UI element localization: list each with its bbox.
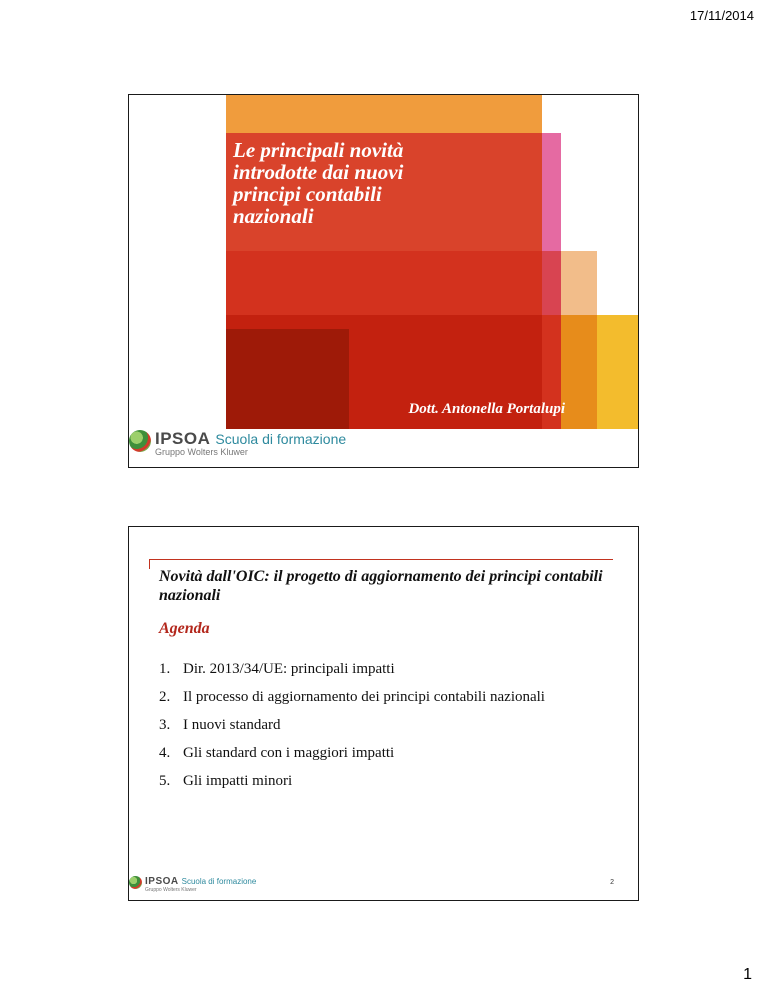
decor-amber-block	[561, 315, 597, 429]
list-item	[159, 716, 599, 735]
logo-group: Gruppo Wolters Kluwer	[145, 887, 197, 893]
agenda-list	[159, 660, 599, 800]
agenda-slide	[128, 526, 639, 901]
list-item-text: I nuovi standard	[183, 717, 281, 733]
slide-title: Le principali novità introdotte dai nuovi principi contabili nazionali	[233, 138, 404, 228]
decor-pink-block	[542, 133, 561, 251]
list-item-text: Gli standard con i maggiori impatti	[183, 745, 395, 761]
title-slide	[128, 94, 639, 468]
decor-peach-block	[561, 251, 597, 315]
logo-brand: IPSOA	[145, 876, 179, 887]
list-item	[159, 744, 599, 763]
list-item	[159, 688, 599, 707]
list-item	[159, 772, 599, 791]
title-frame-tick	[149, 559, 150, 569]
slide-number: 2	[610, 879, 614, 886]
decor-orange-block	[226, 95, 542, 133]
list-item-number: 5.	[159, 773, 171, 789]
list-item-number: 3.	[159, 717, 171, 733]
slide-author: Dott. Antonella Portalupi	[408, 401, 565, 417]
ipsoa-logo	[129, 429, 346, 457]
decor-red-strip	[542, 251, 561, 315]
title-frame-line	[149, 559, 613, 560]
list-item-number: 2.	[159, 689, 171, 705]
logo-group: Gruppo Wolters Kluwer	[155, 447, 248, 457]
list-item	[159, 660, 599, 679]
page-number: 1	[743, 966, 752, 983]
logo-subtitle: Scuola di formazione	[181, 877, 257, 886]
ipsoa-emblem-icon	[129, 430, 151, 452]
slide-title: Novità dall'OIC: il progetto di aggiornamento dei principi contabili nazionali	[159, 568, 603, 604]
list-item-text: Gli impatti minori	[183, 773, 293, 789]
decor-red-block	[226, 251, 542, 315]
logo-brand: IPSOA	[155, 429, 211, 448]
list-item-text: Dir. 2013/34/UE: principali impatti	[183, 661, 395, 677]
list-item-text: Il processo di aggiornamento dei principi contabili nazionali	[183, 689, 545, 705]
ipsoa-emblem-icon	[129, 876, 142, 889]
list-item-number: 4.	[159, 745, 171, 761]
page-date: 17/11/2014	[689, 8, 754, 23]
agenda-heading: Agenda	[159, 620, 210, 637]
logo-subtitle: Scuola di formazione	[215, 431, 347, 447]
decor-dark-red-block	[226, 329, 349, 429]
decor-yellow-block	[597, 315, 639, 429]
ipsoa-logo	[129, 876, 256, 893]
list-item-number: 1.	[159, 661, 171, 677]
